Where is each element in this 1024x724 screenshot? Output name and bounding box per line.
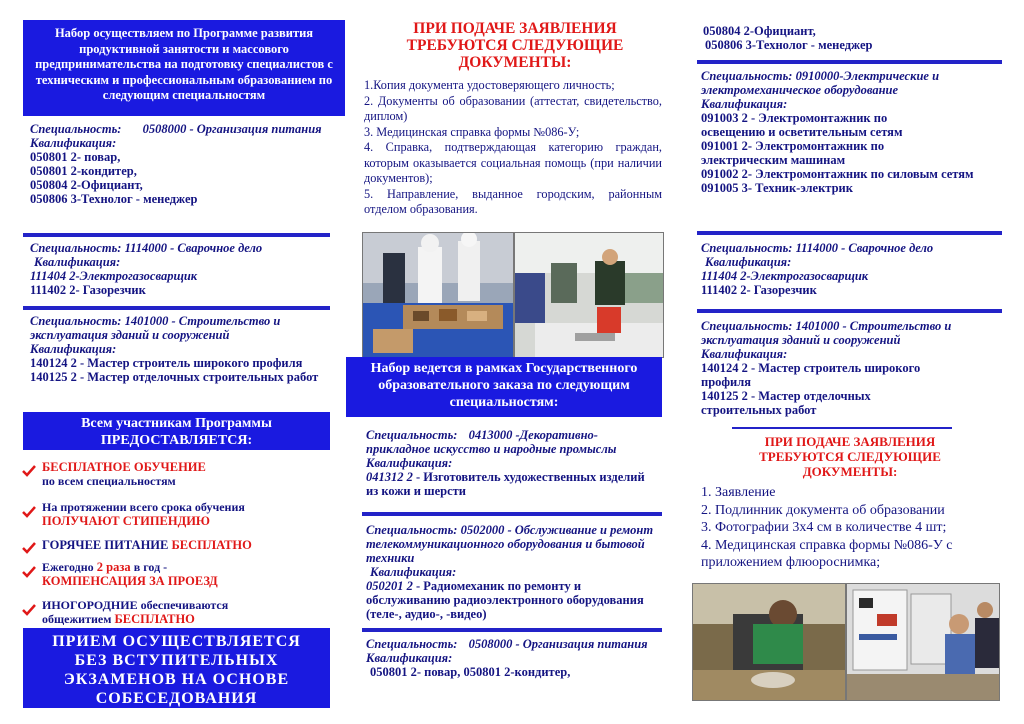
qual-item: 091001 2- Электромонтажник по электрическим машинам — [701, 139, 885, 167]
check-icon — [22, 566, 36, 578]
qual-label: Квалификация: — [30, 136, 117, 150]
spec-value: 0413000 -Декоративно-прикладное искусство и народные промыслы — [366, 428, 617, 456]
docs-title — [370, 20, 660, 71]
qual-label: Квалификация: — [701, 347, 788, 361]
qual-label: Квалификация: — [701, 97, 788, 111]
col3-docs-title-text: ПРИ ПОДАЧЕ ЗАЯВЛЕНИЯ ТРЕБУЮТСЯ СЛЕДУЮЩИЕ ДОКУМЕНТЫ: — [759, 434, 941, 479]
col1-spec-block-3 — [30, 314, 340, 384]
docs-title-text: ПРИ ПОДАЧЕ ЗАЯВЛЕНИЯ ТРЕБУЮТСЯ СЛЕДУЮЩИЕ ДОКУМЕНТЫ: — [406, 20, 624, 71]
program-box-text: Набор осуществляем по Программе развития продуктивной занятости и массового предпринимательства на подготовку специалистов с техническим и профессиональным образованием по следующим специальностям — [35, 26, 333, 102]
qual-item: 091003 2 - Электромонтажник по освещению и осветительным сетям — [701, 111, 903, 139]
spec-value: 1114000 - Сварочное дело — [795, 241, 934, 255]
qual-label: Квалификация: — [370, 565, 457, 579]
benefit-5-blue-a: ИНОГОРОДНИЕ обеспечиваются — [42, 598, 229, 612]
qual-item: 111402 2- Газорезчик — [701, 283, 817, 297]
spec-label: Специальность: — [30, 122, 122, 136]
qual-label: Квалификация: — [366, 651, 453, 665]
qual-item: 140125 2 - Мастер отделочных строительных работ — [701, 389, 871, 417]
col2-spec-block-3 — [366, 637, 658, 679]
benefit-4-red-a: 2 раза — [96, 560, 131, 574]
spec-value: 0508000 - Организация питания — [468, 637, 648, 651]
state-order-text: Набор ведется в рамках Государственного образовательного заказа по следующим специальностям: — [370, 361, 638, 410]
qual-item: 140124 2 - Мастер строитель широкого профиля — [701, 361, 921, 389]
benefit-2-blue: На протяжении всего срока обучения — [42, 500, 245, 514]
spec-label: Специальность: — [30, 314, 122, 328]
doc-item: 3. Фотографии 3х4 см в количестве 4 шт; — [701, 520, 947, 535]
col3-docs-list — [701, 484, 1001, 572]
doc-item: 4. Медицинская справка формы №086-У с приложением флюороснимка; — [701, 537, 953, 570]
col1-spec-block-2 — [30, 241, 340, 297]
col1-spec-block-1 — [30, 122, 340, 206]
qual-code: 041312 2 — [366, 470, 413, 484]
divider — [23, 306, 330, 310]
admission-box — [23, 628, 330, 708]
qual-item: 091005 3- Техник-электрик — [701, 181, 853, 195]
benefits-line-2: ПРЕДОСТАВЛЯЕТСЯ: — [100, 433, 253, 448]
doc-item: 2. Документы об образовании (аттестат, свидетельство, диплом) — [364, 93, 662, 123]
benefit-1-blue: по всем специальностям — [42, 474, 176, 488]
divider — [362, 628, 662, 632]
benefit-2-red: ПОЛУЧАЮТ СТИПЕНДИЮ — [42, 514, 211, 528]
col3-spec-block-3 — [701, 319, 1001, 417]
qual-item: 050801 2- повар, — [30, 150, 121, 164]
qual-label: Квалификация: — [705, 255, 792, 269]
benefit-4-blue-a: Ежегодно — [42, 560, 94, 574]
qual-label: Квалификация: — [30, 342, 117, 356]
qual-item: 050806 3-Технолог - менеджер — [705, 38, 873, 52]
benefit-3-blue: ГОРЯЧЕЕ ПИТАНИЕ — [42, 538, 169, 552]
benefit-5 — [42, 598, 228, 626]
check-icon — [22, 542, 36, 554]
qual-item: 140124 2 - Мастер строитель широкого профиля — [30, 356, 303, 370]
doc-item: 1.Копия документа удостоверяющего личность; — [364, 78, 615, 92]
qual-text: - Радиомеханик по ремонту и обслуживанию радиоэлектронного оборудования (теле-, аудио-, -видео) — [366, 579, 644, 621]
spec-label: Специальность: — [366, 428, 458, 442]
doc-item: 1. Заявление — [701, 485, 776, 500]
spec-value: 1401000 - Строительство и эксплуатация зданий и сооружений — [701, 319, 952, 347]
qual-item: 050804 2-Официант, — [30, 178, 143, 192]
spec-value: 1114000 - Сварочное дело — [124, 241, 263, 255]
spec-label: Специальность: — [701, 241, 793, 255]
spec-label: Специальность: — [366, 523, 458, 537]
benefit-1-red: БЕСПЛАТНОЕ ОБУЧЕНИЕ — [42, 460, 206, 474]
qual-text: - Изготовитель художественных изделий из кожи и шерсти — [366, 470, 645, 498]
program-box — [23, 20, 345, 116]
qual-item: 050804 2-Официант, — [703, 24, 816, 38]
docs-list — [364, 78, 662, 218]
benefit-3 — [42, 538, 252, 552]
benefit-4-red-b: КОМПЕНСАЦИЯ ЗА ПРОЕЗД — [42, 574, 218, 588]
divider — [362, 512, 662, 516]
spec-value: 1401000 - Строительство и эксплуатация зданий и сооружений — [30, 314, 281, 342]
benefits-line-1: Всем участникам Программы — [81, 416, 272, 431]
divider — [697, 231, 1002, 235]
spec-value: 0508000 - Организация питания — [142, 122, 322, 136]
benefit-4-blue-b: в год - — [133, 560, 168, 574]
photo-crafts-exhibition — [362, 232, 514, 358]
col2-spec-block-2 — [366, 523, 658, 621]
spec-label: Специальность: — [366, 637, 458, 651]
spec-value: 0910000-Электрические и электромеханическое оборудование — [701, 69, 940, 97]
state-order-box — [346, 357, 662, 417]
qual-label: Квалификация: — [34, 255, 121, 269]
qual-item: 091002 2- Электромонтажник по силовым сетям — [701, 167, 974, 181]
qual-item: 050806 3-Технолог - менеджер — [30, 192, 198, 206]
photo-student-bench — [692, 583, 846, 701]
doc-item: 2. Подлинник документа об образовании — [701, 502, 945, 518]
col3-docs-title — [730, 434, 970, 479]
benefit-2 — [42, 500, 245, 528]
benefits-box — [23, 412, 330, 450]
photo-electrical-lab — [846, 583, 1000, 701]
spec-label: Специальность: — [30, 241, 122, 255]
qual-code: 050201 2 — [366, 579, 413, 593]
doc-item: 4. Справка, подтверждающая категорию граждан, которым оказывается социальная помощь (при наличии документов); — [364, 140, 662, 185]
check-icon — [22, 465, 36, 477]
spec-label: Специальность: — [701, 319, 793, 333]
qual-item: 111404 2-Электрогазосварщик — [701, 269, 869, 283]
spec-value: 0502000 - Обслуживание и ремонт телекоммуникационного оборудования и бытовой техники — [366, 523, 654, 565]
divider — [23, 233, 330, 237]
benefit-5-red: БЕСПЛАТНО — [114, 612, 195, 626]
divider — [732, 427, 952, 429]
qual-item: 111404 2-Электрогазосварщик — [30, 269, 198, 283]
photo-workshop — [514, 232, 664, 358]
benefit-4 — [42, 560, 218, 588]
benefit-3-red: БЕСПЛАТНО — [171, 538, 252, 552]
divider — [697, 309, 1002, 313]
col3-spec-block-2 — [701, 241, 1001, 297]
doc-item: 5. Направление, выданное городским, районным отделом образования. — [364, 186, 662, 216]
qual-item: 140125 2 - Мастер отделочных строительных работ — [30, 370, 319, 384]
admission-text: ПРИЕМ ОСУЩЕСТВЛЯЕТСЯ БЕЗ ВСТУПИТЕЛЬНЫХ ЭКЗАМЕНОВ НА ОСНОВЕ СОБЕСЕДОВАНИЯ — [52, 633, 301, 707]
qual-items: 050801 2- повар, 050801 2-кондитер, — [370, 665, 571, 679]
benefit-5-blue-b: общежитием — [42, 612, 112, 626]
qual-label: Квалификация: — [366, 456, 453, 470]
benefit-1 — [42, 460, 206, 488]
doc-item: 3. Медицинская справка формы №086-У; — [364, 124, 580, 139]
col3-top-items — [703, 24, 1003, 52]
check-icon — [22, 604, 36, 616]
qual-item: 111402 2- Газорезчик — [30, 283, 146, 297]
divider — [697, 60, 1002, 64]
col3-spec-block-1 — [701, 69, 1001, 195]
check-icon — [22, 506, 36, 518]
spec-label: Специальность: — [701, 69, 793, 83]
col2-spec-block-1 — [366, 428, 656, 498]
qual-item: 050801 2-кондитер, — [30, 164, 137, 178]
